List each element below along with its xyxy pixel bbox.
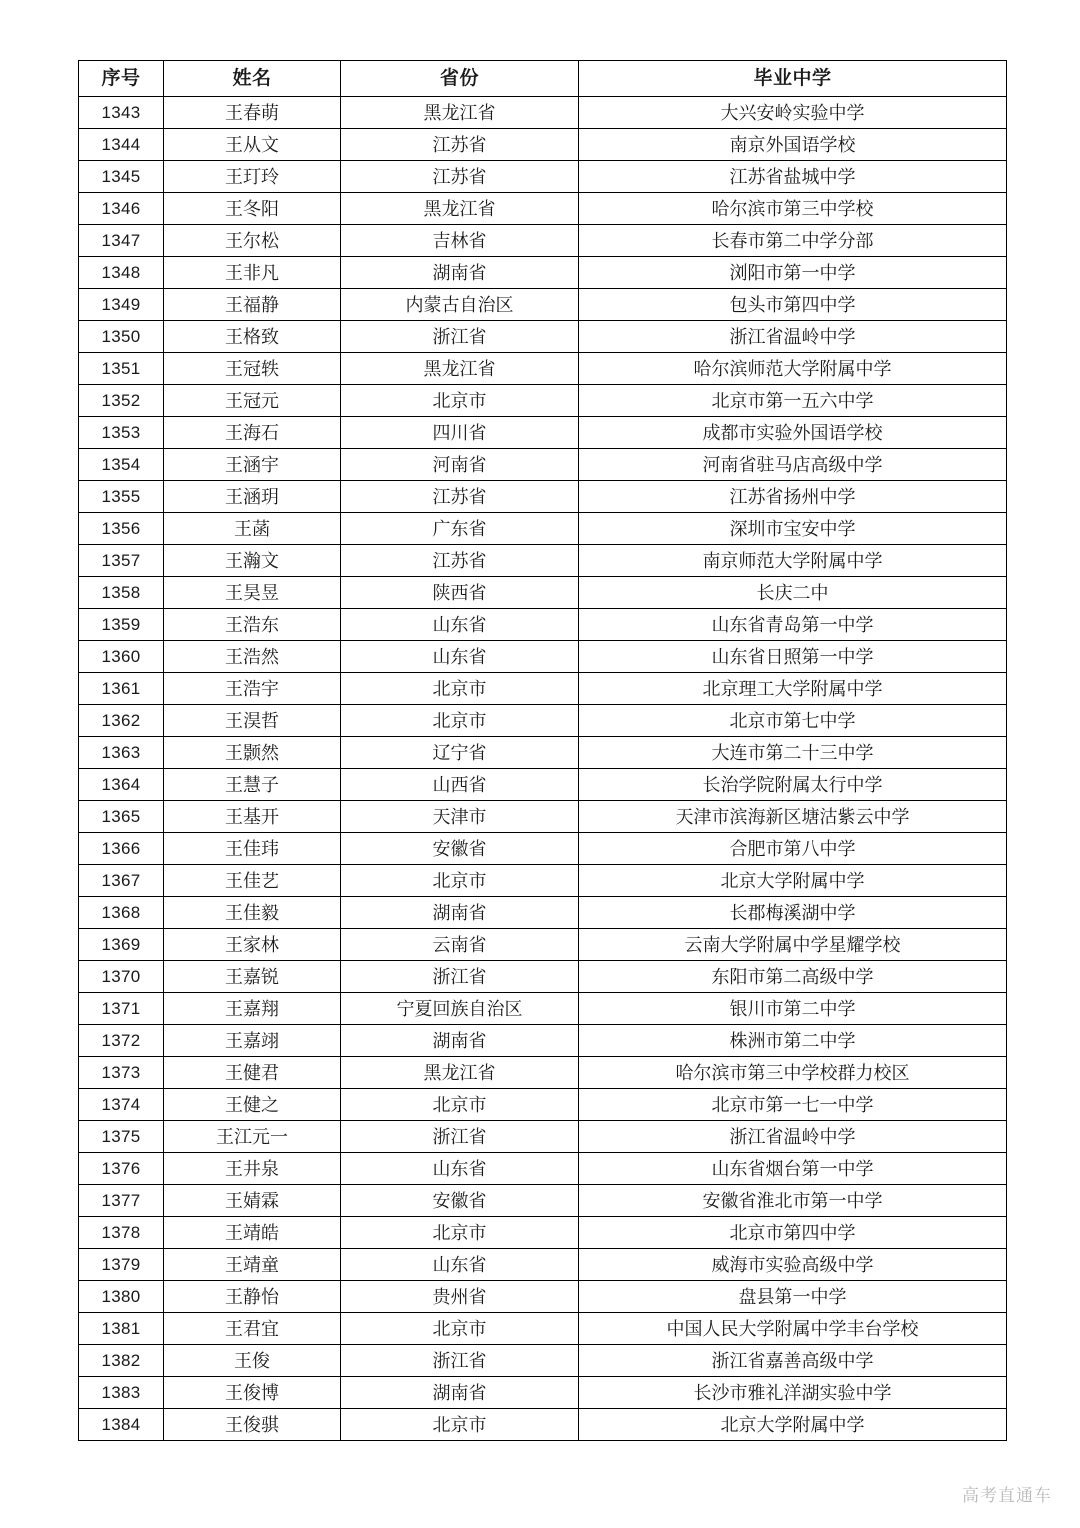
cell-index: 1362 xyxy=(79,705,164,737)
table-row xyxy=(79,577,1007,609)
cell-name: 王冠轶 xyxy=(164,353,341,385)
cell-province: 山东省 xyxy=(341,609,579,641)
cell-school: 北京大学附属中学 xyxy=(579,1409,1007,1441)
cell-index: 1345 xyxy=(79,161,164,193)
cell-index: 1349 xyxy=(79,289,164,321)
cell-school: 哈尔滨市第三中学校群力校区 xyxy=(579,1057,1007,1089)
cell-province: 江苏省 xyxy=(341,481,579,513)
cell-index: 1378 xyxy=(79,1217,164,1249)
table-row xyxy=(79,929,1007,961)
cell-province: 山西省 xyxy=(341,769,579,801)
table-row xyxy=(79,417,1007,449)
cell-name: 王浩东 xyxy=(164,609,341,641)
cell-province: 山东省 xyxy=(341,1153,579,1185)
cell-name: 王昊昱 xyxy=(164,577,341,609)
cell-school: 中国人民大学附属中学丰台学校 xyxy=(579,1313,1007,1345)
cell-province: 广东省 xyxy=(341,513,579,545)
cell-school: 北京市第一五六中学 xyxy=(579,385,1007,417)
cell-school: 浙江省温岭中学 xyxy=(579,321,1007,353)
cell-name: 王尔松 xyxy=(164,225,341,257)
cell-name: 王从文 xyxy=(164,129,341,161)
cell-province: 北京市 xyxy=(341,1217,579,1249)
roster-table-container xyxy=(78,60,1006,1441)
cell-school: 江苏省盐城中学 xyxy=(579,161,1007,193)
cell-province: 内蒙古自治区 xyxy=(341,289,579,321)
cell-index: 1375 xyxy=(79,1121,164,1153)
cell-province: 山东省 xyxy=(341,1249,579,1281)
cell-province: 北京市 xyxy=(341,1089,579,1121)
cell-name: 王俊骐 xyxy=(164,1409,341,1441)
cell-school: 长庆二中 xyxy=(579,577,1007,609)
cell-school: 大连市第二十三中学 xyxy=(579,737,1007,769)
cell-province: 浙江省 xyxy=(341,1345,579,1377)
cell-index: 1351 xyxy=(79,353,164,385)
cell-name: 王靖童 xyxy=(164,1249,341,1281)
cell-name: 王瀚文 xyxy=(164,545,341,577)
cell-name: 王颢然 xyxy=(164,737,341,769)
table-row xyxy=(79,1057,1007,1089)
cell-name: 王健君 xyxy=(164,1057,341,1089)
table-row xyxy=(79,1185,1007,1217)
cell-name: 王靖皓 xyxy=(164,1217,341,1249)
table-row xyxy=(79,673,1007,705)
cell-school: 北京市第一七一中学 xyxy=(579,1089,1007,1121)
cell-name: 王福静 xyxy=(164,289,341,321)
cell-name: 王婧霖 xyxy=(164,1185,341,1217)
cell-school: 银川市第二中学 xyxy=(579,993,1007,1025)
cell-index: 1355 xyxy=(79,481,164,513)
cell-school: 盘县第一中学 xyxy=(579,1281,1007,1313)
cell-index: 1366 xyxy=(79,833,164,865)
cell-name: 王非凡 xyxy=(164,257,341,289)
cell-province: 浙江省 xyxy=(341,321,579,353)
table-row xyxy=(79,513,1007,545)
cell-index: 1382 xyxy=(79,1345,164,1377)
cell-name: 王涵宇 xyxy=(164,449,341,481)
cell-school: 长沙市雅礼洋湖实验中学 xyxy=(579,1377,1007,1409)
table-row xyxy=(79,1217,1007,1249)
table-row xyxy=(79,833,1007,865)
cell-index: 1360 xyxy=(79,641,164,673)
cell-school: 南京外国语学校 xyxy=(579,129,1007,161)
cell-name: 王冠元 xyxy=(164,385,341,417)
table-row xyxy=(79,321,1007,353)
table-row xyxy=(79,609,1007,641)
table-row xyxy=(79,385,1007,417)
cell-index: 1348 xyxy=(79,257,164,289)
cell-index: 1372 xyxy=(79,1025,164,1057)
cell-province: 吉林省 xyxy=(341,225,579,257)
cell-school: 哈尔滨市第三中学校 xyxy=(579,193,1007,225)
table-header-row xyxy=(79,61,1007,97)
cell-school: 哈尔滨师范大学附属中学 xyxy=(579,353,1007,385)
cell-province: 北京市 xyxy=(341,1313,579,1345)
table-row xyxy=(79,97,1007,129)
column-header-school: 毕业中学 xyxy=(579,61,1007,97)
cell-name: 王涵玥 xyxy=(164,481,341,513)
cell-province: 山东省 xyxy=(341,641,579,673)
cell-name: 王春萌 xyxy=(164,97,341,129)
cell-name: 王海石 xyxy=(164,417,341,449)
cell-name: 王俊博 xyxy=(164,1377,341,1409)
table-row xyxy=(79,289,1007,321)
table-row xyxy=(79,1153,1007,1185)
table-row xyxy=(79,257,1007,289)
table-row xyxy=(79,1345,1007,1377)
cell-index: 1363 xyxy=(79,737,164,769)
cell-province: 湖南省 xyxy=(341,257,579,289)
cell-school: 威海市实验高级中学 xyxy=(579,1249,1007,1281)
cell-school: 南京师范大学附属中学 xyxy=(579,545,1007,577)
cell-index: 1353 xyxy=(79,417,164,449)
cell-index: 1347 xyxy=(79,225,164,257)
table-row xyxy=(79,1313,1007,1345)
table-header xyxy=(79,61,1007,97)
roster-table xyxy=(78,60,1007,1441)
cell-school: 北京市第七中学 xyxy=(579,705,1007,737)
cell-index: 1374 xyxy=(79,1089,164,1121)
cell-school: 东阳市第二高级中学 xyxy=(579,961,1007,993)
cell-name: 王玎玲 xyxy=(164,161,341,193)
cell-index: 1358 xyxy=(79,577,164,609)
cell-school: 北京大学附属中学 xyxy=(579,865,1007,897)
table-row xyxy=(79,1409,1007,1441)
cell-school: 山东省青岛第一中学 xyxy=(579,609,1007,641)
table-row xyxy=(79,481,1007,513)
table-row xyxy=(79,865,1007,897)
table-row xyxy=(79,1281,1007,1313)
cell-school: 浏阳市第一中学 xyxy=(579,257,1007,289)
table-row xyxy=(79,129,1007,161)
cell-index: 1370 xyxy=(79,961,164,993)
cell-name: 王佳艺 xyxy=(164,865,341,897)
cell-index: 1361 xyxy=(79,673,164,705)
cell-school: 江苏省扬州中学 xyxy=(579,481,1007,513)
cell-index: 1380 xyxy=(79,1281,164,1313)
cell-school: 山东省烟台第一中学 xyxy=(579,1153,1007,1185)
watermark: 高考直通车 xyxy=(962,1486,1052,1505)
table-row xyxy=(79,641,1007,673)
cell-index: 1354 xyxy=(79,449,164,481)
cell-name: 王君宜 xyxy=(164,1313,341,1345)
cell-province: 天津市 xyxy=(341,801,579,833)
column-header-name: 姓名 xyxy=(164,61,341,97)
table-row xyxy=(79,769,1007,801)
cell-index: 1357 xyxy=(79,545,164,577)
cell-school: 成都市实验外国语学校 xyxy=(579,417,1007,449)
table-row xyxy=(79,1089,1007,1121)
table-row xyxy=(79,545,1007,577)
cell-province: 浙江省 xyxy=(341,1121,579,1153)
cell-index: 1364 xyxy=(79,769,164,801)
cell-province: 安徽省 xyxy=(341,1185,579,1217)
cell-province: 云南省 xyxy=(341,929,579,961)
cell-school: 长春市第二中学分部 xyxy=(579,225,1007,257)
cell-name: 王家林 xyxy=(164,929,341,961)
cell-name: 王浩然 xyxy=(164,641,341,673)
cell-name: 王井泉 xyxy=(164,1153,341,1185)
cell-name: 王静怡 xyxy=(164,1281,341,1313)
cell-index: 1346 xyxy=(79,193,164,225)
cell-province: 北京市 xyxy=(341,673,579,705)
cell-school: 浙江省嘉善高级中学 xyxy=(579,1345,1007,1377)
cell-school: 天津市滨海新区塘沽紫云中学 xyxy=(579,801,1007,833)
cell-school: 河南省驻马店高级中学 xyxy=(579,449,1007,481)
column-header-province: 省份 xyxy=(341,61,579,97)
cell-index: 1352 xyxy=(79,385,164,417)
cell-province: 黑龙江省 xyxy=(341,353,579,385)
cell-index: 1365 xyxy=(79,801,164,833)
column-header-index: 序号 xyxy=(79,61,164,97)
cell-name: 王佳毅 xyxy=(164,897,341,929)
cell-name: 王菡 xyxy=(164,513,341,545)
table-row xyxy=(79,705,1007,737)
cell-school: 北京市第四中学 xyxy=(579,1217,1007,1249)
table-row xyxy=(79,1377,1007,1409)
cell-index: 1359 xyxy=(79,609,164,641)
cell-school: 大兴安岭实验中学 xyxy=(579,97,1007,129)
cell-province: 陕西省 xyxy=(341,577,579,609)
cell-index: 1377 xyxy=(79,1185,164,1217)
cell-index: 1356 xyxy=(79,513,164,545)
cell-school: 云南大学附属中学星耀学校 xyxy=(579,929,1007,961)
table-row xyxy=(79,449,1007,481)
cell-province: 辽宁省 xyxy=(341,737,579,769)
cell-province: 黑龙江省 xyxy=(341,1057,579,1089)
cell-name: 王健之 xyxy=(164,1089,341,1121)
cell-province: 北京市 xyxy=(341,1409,579,1441)
cell-province: 河南省 xyxy=(341,449,579,481)
cell-name: 王嘉锐 xyxy=(164,961,341,993)
cell-index: 1369 xyxy=(79,929,164,961)
cell-province: 黑龙江省 xyxy=(341,97,579,129)
cell-province: 四川省 xyxy=(341,417,579,449)
cell-name: 王冬阳 xyxy=(164,193,341,225)
cell-school: 浙江省温岭中学 xyxy=(579,1121,1007,1153)
table-row xyxy=(79,737,1007,769)
cell-province: 北京市 xyxy=(341,385,579,417)
cell-province: 湖南省 xyxy=(341,1377,579,1409)
cell-school: 包头市第四中学 xyxy=(579,289,1007,321)
cell-name: 王淏哲 xyxy=(164,705,341,737)
cell-index: 1381 xyxy=(79,1313,164,1345)
cell-school: 长郡梅溪湖中学 xyxy=(579,897,1007,929)
cell-province: 江苏省 xyxy=(341,161,579,193)
cell-province: 浙江省 xyxy=(341,961,579,993)
cell-school: 深圳市宝安中学 xyxy=(579,513,1007,545)
table-row xyxy=(79,193,1007,225)
cell-province: 安徽省 xyxy=(341,833,579,865)
table-row xyxy=(79,993,1007,1025)
cell-index: 1371 xyxy=(79,993,164,1025)
cell-index: 1343 xyxy=(79,97,164,129)
cell-school: 北京理工大学附属中学 xyxy=(579,673,1007,705)
table-row xyxy=(79,801,1007,833)
cell-index: 1373 xyxy=(79,1057,164,1089)
cell-index: 1376 xyxy=(79,1153,164,1185)
cell-school: 合肥市第八中学 xyxy=(579,833,1007,865)
cell-index: 1344 xyxy=(79,129,164,161)
cell-province: 江苏省 xyxy=(341,545,579,577)
table-row xyxy=(79,225,1007,257)
cell-index: 1367 xyxy=(79,865,164,897)
cell-name: 王格致 xyxy=(164,321,341,353)
table-row xyxy=(79,897,1007,929)
cell-index: 1379 xyxy=(79,1249,164,1281)
cell-school: 安徽省淮北市第一中学 xyxy=(579,1185,1007,1217)
cell-name: 王浩宇 xyxy=(164,673,341,705)
cell-school: 长治学院附属太行中学 xyxy=(579,769,1007,801)
cell-name: 王嘉翊 xyxy=(164,1025,341,1057)
cell-name: 王江元一 xyxy=(164,1121,341,1153)
cell-school: 株洲市第二中学 xyxy=(579,1025,1007,1057)
cell-name: 王佳玮 xyxy=(164,833,341,865)
cell-province: 江苏省 xyxy=(341,129,579,161)
table-row xyxy=(79,1025,1007,1057)
cell-province: 北京市 xyxy=(341,865,579,897)
table-row xyxy=(79,161,1007,193)
cell-school: 山东省日照第一中学 xyxy=(579,641,1007,673)
cell-name: 王嘉翔 xyxy=(164,993,341,1025)
cell-index: 1350 xyxy=(79,321,164,353)
table-row xyxy=(79,1249,1007,1281)
cell-province: 宁夏回族自治区 xyxy=(341,993,579,1025)
cell-province: 湖南省 xyxy=(341,1025,579,1057)
cell-name: 王俊 xyxy=(164,1345,341,1377)
table-row xyxy=(79,961,1007,993)
cell-index: 1384 xyxy=(79,1409,164,1441)
table-row xyxy=(79,353,1007,385)
cell-province: 贵州省 xyxy=(341,1281,579,1313)
cell-name: 王基开 xyxy=(164,801,341,833)
cell-province: 湖南省 xyxy=(341,897,579,929)
table-body xyxy=(79,97,1007,1441)
cell-index: 1368 xyxy=(79,897,164,929)
table-row xyxy=(79,1121,1007,1153)
cell-index: 1383 xyxy=(79,1377,164,1409)
cell-province: 北京市 xyxy=(341,705,579,737)
cell-province: 黑龙江省 xyxy=(341,193,579,225)
cell-name: 王慧子 xyxy=(164,769,341,801)
